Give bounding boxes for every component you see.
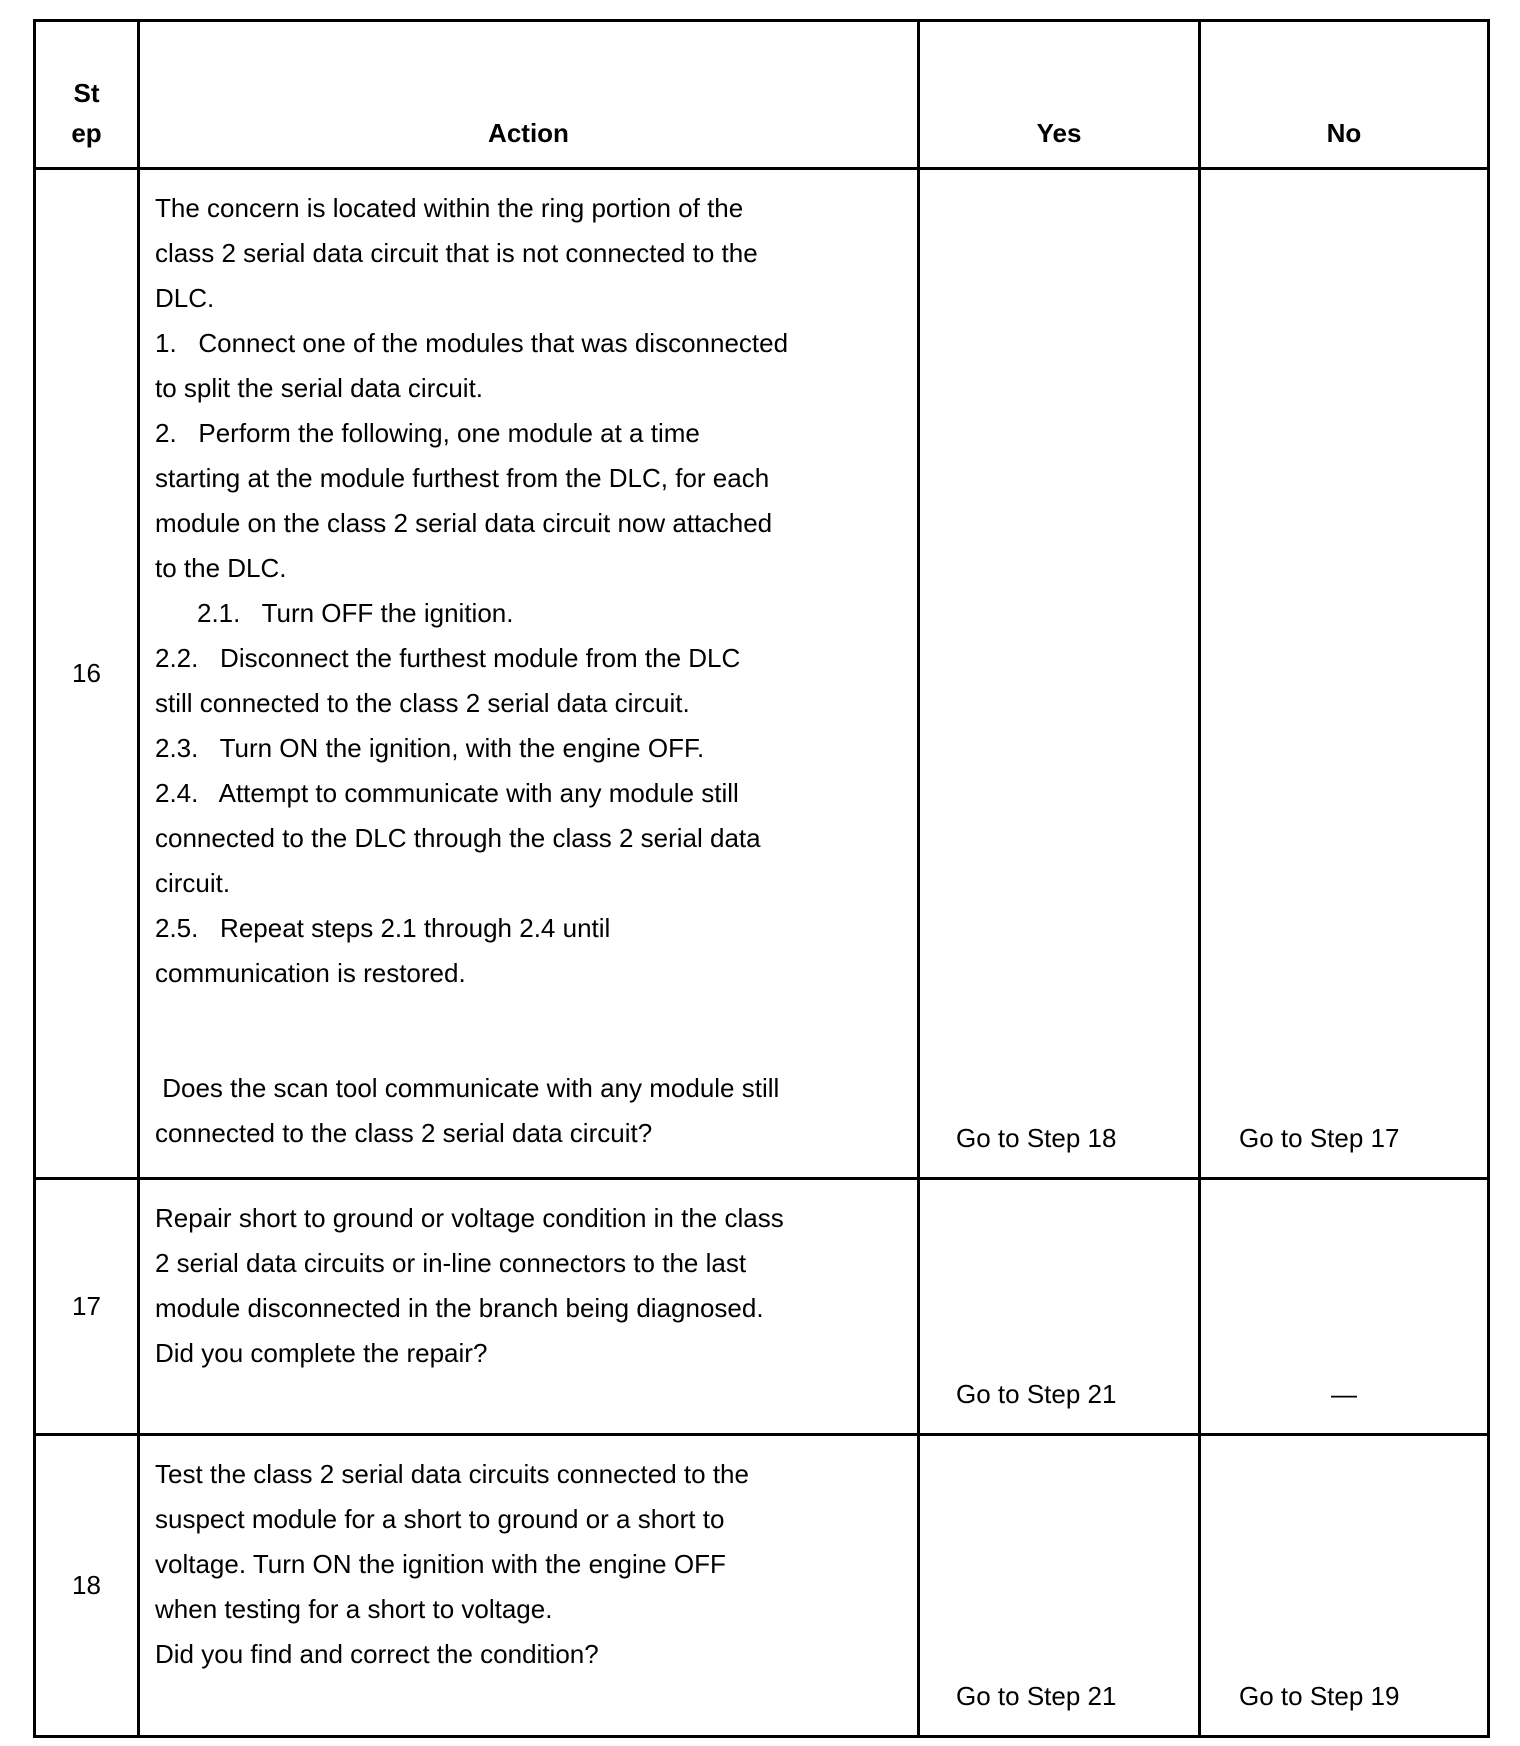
action-line: DLC. (155, 283, 215, 313)
table-header-row (35, 21, 1489, 169)
action-line: 2.1. Turn OFF the ignition. (197, 598, 514, 628)
table-row (35, 1179, 1489, 1435)
action-line: suspect module for a short to ground or a short to (155, 1504, 725, 1534)
header-yes: Yes (919, 21, 1200, 169)
action-line: The concern is located within the ring portion of the (155, 193, 744, 223)
step-number: 18 (35, 1435, 139, 1737)
table-row (35, 1435, 1489, 1737)
action-line: voltage. Turn ON the ignition with the engine OFF (155, 1549, 726, 1579)
step-number: 17 (35, 1179, 139, 1435)
action-line: to split the serial data circuit. (155, 373, 484, 403)
action-line: 2 serial data circuits or in-line connectors to the last (155, 1248, 747, 1278)
action-line: connected to the DLC through the class 2 serial data (155, 823, 761, 853)
header-step-line2: ep (71, 118, 102, 148)
yes-cell: Go to Step 21 (919, 1179, 1200, 1435)
yes-cell: Go to Step 21 (919, 1435, 1200, 1737)
action-line: 2.2. Disconnect the furthest module from the DLC (155, 643, 741, 673)
question-line: Did you complete the repair? (155, 1338, 488, 1368)
action-line: 2.4. Attempt to communicate with any module still (155, 778, 739, 808)
question-line: Does the scan tool communicate with any module still (155, 1073, 780, 1103)
action-line: communication is restored. (155, 958, 466, 988)
action-line: 2.3. Turn ON the ignition, with the engine OFF. (155, 733, 705, 763)
step-number: 16 (35, 169, 139, 1179)
no-cell: — (1200, 1179, 1489, 1435)
header-no: No (1200, 21, 1489, 169)
header-action: Action (139, 21, 919, 169)
question-line: Did you find and correct the condition? (155, 1639, 599, 1669)
action-line: module on the class 2 serial data circuit now attached (155, 508, 773, 538)
action-line: 2.5. Repeat steps 2.1 through 2.4 until (155, 913, 611, 943)
diagnostic-table-container (33, 19, 1487, 1738)
action-line: Repair short to ground or voltage condition in the class (155, 1203, 784, 1233)
action-line: 2. Perform the following, one module at a time (155, 418, 700, 448)
action-cell (139, 1179, 919, 1435)
action-line: circuit. (155, 868, 231, 898)
action-line: class 2 serial data circuit that is not connected to the (155, 238, 758, 268)
no-cell: Go to Step 19 (1200, 1435, 1489, 1737)
action-line: module disconnected in the branch being diagnosed. (155, 1293, 764, 1323)
action-line: starting at the module furthest from the DLC, for each (155, 463, 770, 493)
yes-cell: Go to Step 18 (919, 169, 1200, 1179)
table-row (35, 169, 1489, 1179)
action-cell (139, 169, 919, 1179)
action-line: when testing for a short to voltage. (155, 1594, 553, 1624)
action-line: Test the class 2 serial data circuits connected to the (155, 1459, 749, 1489)
header-step-line1: St (73, 78, 100, 108)
action-cell (139, 1435, 919, 1737)
spacer (155, 996, 901, 1066)
question-line: connected to the class 2 serial data circuit? (155, 1118, 653, 1148)
action-line: still connected to the class 2 serial data circuit. (155, 688, 690, 718)
action-line: to the DLC. (155, 553, 287, 583)
header-step (35, 21, 139, 169)
diagnostic-table (33, 19, 1490, 1738)
action-line: 1. Connect one of the modules that was disconnected (155, 328, 789, 358)
no-cell: Go to Step 17 (1200, 169, 1489, 1179)
